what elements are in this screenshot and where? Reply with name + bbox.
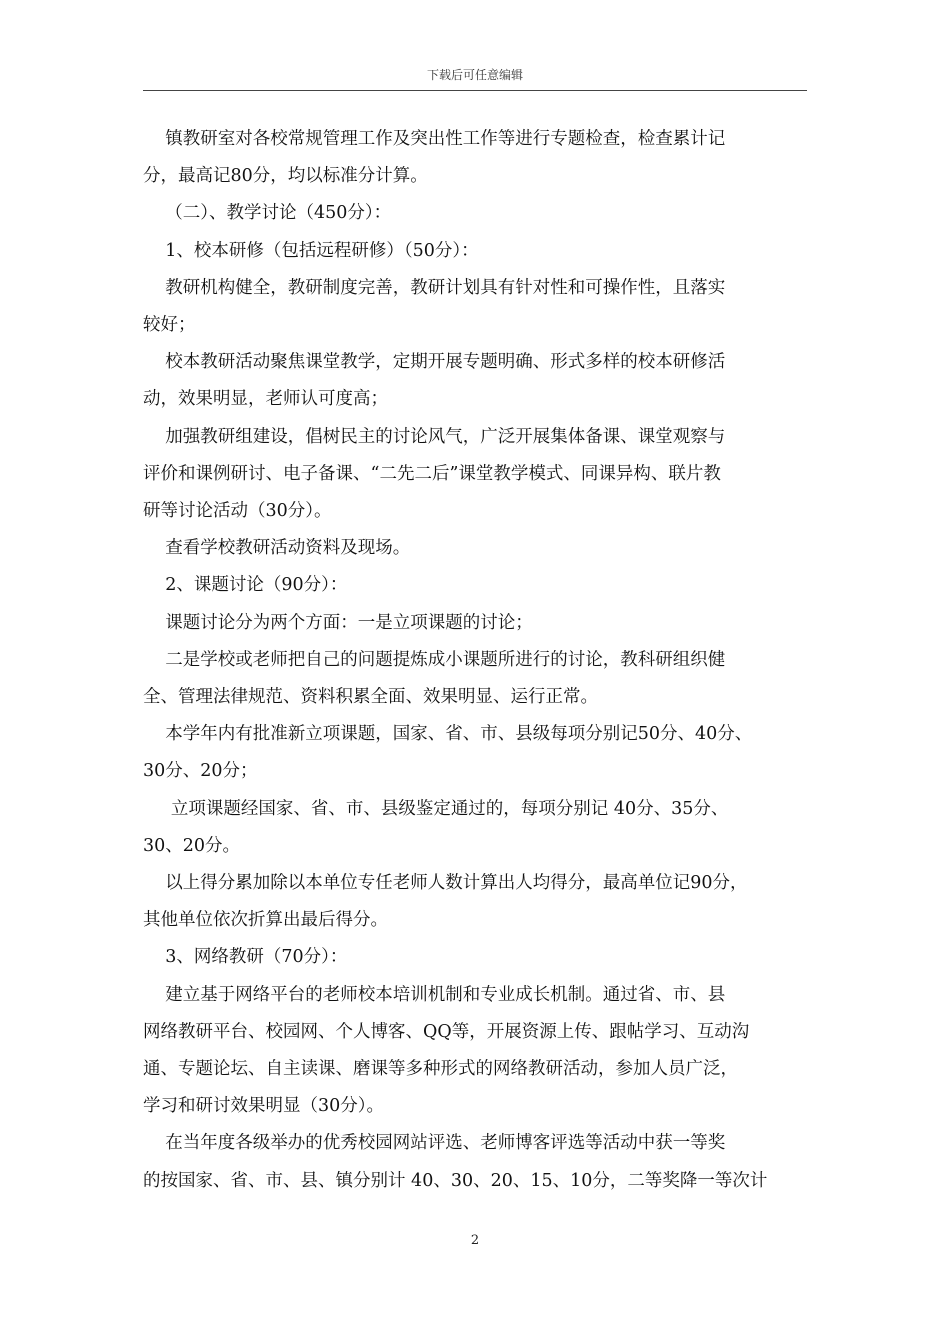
- text-line: 30分、20分；: [143, 761, 258, 782]
- text-line: 3、网络教研（70分）：: [143, 947, 348, 968]
- text-line: 全、管理法律规范、资料积累全面、效果明显、运行正常。: [143, 687, 598, 708]
- text-line: 校本教研活动聚焦课堂教学，定期开展专题明确、形式多样的校本研修活: [143, 352, 726, 373]
- text-line: 通、专题论坛、自主读课、磨课等多种形式的网络教研活动，参加人员广泛，: [143, 1059, 738, 1080]
- text-line: 研等讨论活动（30分）。: [143, 501, 332, 522]
- text-line: 分，最高记80分，均以标准分计算。: [143, 166, 428, 187]
- text-line: 网络教研平台、校园网、个人博客、QQ等，开展资源上传、跟帖学习、互动沟: [143, 1021, 750, 1042]
- text-line: 学习和研讨效果明显（30分）。: [143, 1096, 385, 1117]
- text-line: 二是学校或老师把自己的问题提炼成小课题所进行的讨论，教科研组织健: [143, 649, 726, 670]
- text-line: 课题讨论分为两个方面：一是立项课题的讨论；: [143, 612, 533, 633]
- text-line: 立项课题经国家、省、市、县级鉴定通过的，每项分别记 40分、35分、: [143, 798, 729, 819]
- page-header: 下载后可任意编辑: [426, 68, 523, 82]
- text-line: 1、校本研修（包括远程研修）（50分）：: [143, 240, 479, 261]
- page-number: 2: [470, 1233, 480, 1248]
- text-line: 镇教研室对各校常规管理工作及突出性工作等进行专题检查，检查累计记: [143, 129, 726, 149]
- text-line: 其他单位依次折算出最后得分。: [143, 910, 388, 931]
- text-line: 加强教研组建设，倡树民主的讨论风气，广泛开展集体备课、课堂观察与: [143, 426, 726, 447]
- text-line: 以上得分累加除以本单位专任老师人数计算出人均得分，最高单位记90分，: [143, 873, 748, 894]
- text-line: 的按国家、省、市、县、镇分别计 40、30、20、15、10分，二等奖降一等次计: [143, 1170, 768, 1191]
- text-line: 较好；: [143, 315, 196, 336]
- header-divider: [143, 90, 807, 91]
- text-line: 建立基于网络平台的老师校本培训机制和专业成长机制。通过省、市、县: [143, 984, 726, 1005]
- text-line: 评价和课例研讨、电子备课、“二先二后”课堂教学模式、同课异构、联片教: [143, 463, 721, 484]
- text-line: 在当年度各级举办的优秀校园网站评选、老师博客评选等活动中获一等奖: [143, 1133, 726, 1154]
- document-body: [143, 121, 823, 1200]
- text-line: 本学年内有批准新立项课题，国家、省、市、县级每项分别记50分、40分、: [143, 724, 753, 745]
- text-line: 教研机构健全，教研制度完善，教研计划具有针对性和可操作性，且落实: [143, 277, 726, 298]
- text-line: 30、20分。: [143, 835, 241, 856]
- text-line: 动，效果明显，老师认可度高；: [143, 389, 388, 410]
- text-line: 查看学校教研活动资料及现场。: [143, 538, 411, 559]
- text-line: 2、课题讨论（90分）：: [143, 575, 348, 596]
- text-line: （二）、教学讨论（450分）：: [143, 203, 392, 224]
